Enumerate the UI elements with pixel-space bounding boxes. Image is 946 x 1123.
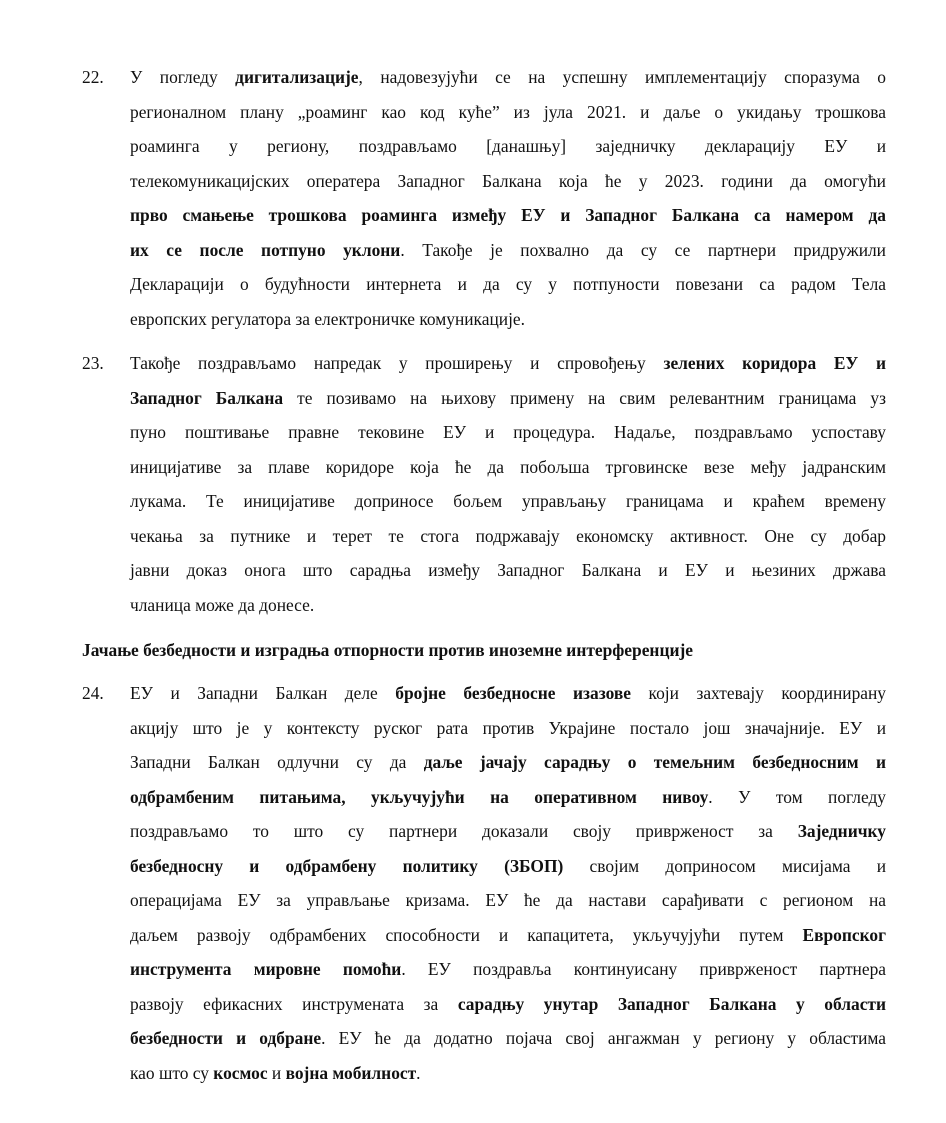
text-line <box>130 233 886 268</box>
paragraph-number: 22. <box>82 67 104 87</box>
bold-text: прво смањење трошкова роаминга између ЕУ и Западног Балкана са намером да <box>130 205 886 225</box>
bold-text: дигитализације <box>235 67 359 87</box>
text-run: јавни доказ онога што сарадња између Западног Балкана и ЕУ и њезиних држава <box>130 560 886 580</box>
text-run: лукама. Те иницијативе доприносе бољем управљању границама и краћем времену <box>130 491 886 511</box>
bold-text: Западног Балкана <box>130 387 284 408</box>
bold-text: безбедности и одбране <box>130 1028 322 1048</box>
paragraph-number: 23. <box>82 353 104 373</box>
text-run: развоју ефикасних инструмената за <box>130 993 458 1014</box>
text-line <box>130 918 886 953</box>
text-line <box>130 95 886 130</box>
paragraph-number: 24. <box>82 683 104 703</box>
bold-text: бројне безбедносне изазове <box>395 683 631 703</box>
text-run: својим доприносом мисијама и <box>563 855 886 876</box>
text-run: чланица може да донесе. <box>130 594 315 615</box>
text-run: У погледу <box>130 67 236 87</box>
paragraph-body <box>130 60 886 336</box>
text-run: који захтевају координирану <box>631 683 886 703</box>
bold-text: их се после потпуно уклони <box>130 239 401 260</box>
bold-text: безбедносну и одбрамбену политику (ЗБОП) <box>130 855 564 876</box>
text-line <box>130 415 886 450</box>
text-run: . У том погледу <box>708 786 887 807</box>
text-run: чекања за путнике и терет те стога подржавају економску активност. Оне су добар <box>130 525 886 546</box>
text-run: . Такође је похвално да су се партнери придружили <box>400 239 886 260</box>
bold-text: зелених коридора ЕУ и <box>663 353 886 373</box>
text-run: даљем развоју одбрамбених способности и капацитета, укључујући путем <box>130 924 803 945</box>
text-run: и <box>267 1062 286 1083</box>
text-line <box>130 553 886 588</box>
text-run: , надовезујући се на успешну имплементацију споразума о <box>358 67 886 87</box>
text-line <box>130 1021 886 1056</box>
text-line <box>130 267 886 302</box>
text-run: поздрављамо то што су партнери доказали своју привржeност за <box>130 821 798 841</box>
bold-text: космос <box>213 1062 268 1083</box>
text-run: као што су <box>130 1062 214 1083</box>
text-line <box>130 745 886 780</box>
text-line <box>130 588 886 623</box>
bold-text: одбрамбеним питањима, укључујући на оперативном нивоу <box>130 786 709 807</box>
text-line <box>130 780 886 815</box>
text-line <box>130 987 886 1022</box>
text-line <box>130 883 886 918</box>
bold-text: Заједничку <box>797 821 886 841</box>
section-heading: Јачање безбедности и изградња отпорности против иноземне интерференције <box>82 640 693 660</box>
text-run: регионалном плану „роаминг као код куће” из јула 2021. и даље о укидању трошкова <box>130 101 886 122</box>
text-line <box>130 60 886 95</box>
bold-text: војна мобилност <box>285 1062 417 1083</box>
text-run: европских регулатора за електроничке комуникације. <box>130 308 525 329</box>
text-run: ЕУ и Западни Балкан деле <box>130 683 396 703</box>
text-run: пуно поштивање правне тековине ЕУ и процедура. Надаље, поздрављамо успоставу <box>130 422 886 442</box>
text-line <box>130 450 886 485</box>
text-run: операцијама ЕУ за управљање кризама. ЕУ ће да настави сарађивати с регионом на <box>130 890 886 910</box>
text-line <box>130 814 886 849</box>
text-line <box>130 164 886 199</box>
text-line <box>130 849 886 884</box>
text-run: те позивамо на њихову примену на свим релевантним границама уз <box>283 387 886 408</box>
text-line <box>130 952 886 987</box>
bold-text: даље јачају сарадњу о темељним безбедносним и <box>423 752 887 772</box>
text-line <box>130 198 886 233</box>
text-line <box>130 484 886 519</box>
paragraph-body <box>130 346 886 622</box>
text-line <box>130 711 886 746</box>
text-line <box>130 1056 886 1091</box>
text-line <box>130 381 886 416</box>
paragraph-body <box>130 676 886 1090</box>
text-line <box>130 676 886 711</box>
text-run: акцију што је у контексту руског рата против Украјине постало још значајније. ЕУ и <box>130 717 886 738</box>
text-run: Декларацији о будућности интернета и да су у потпуности повезани са радом Тела <box>130 274 886 294</box>
text-line <box>130 346 886 381</box>
bold-text: инструмента мировне помоћи <box>130 959 402 979</box>
text-run: . ЕУ поздравља континуисану привржeност партнера <box>401 959 886 979</box>
text-run: телекомуникацијских оператера Западног Балкана која ће у 2023. години да омогући <box>130 170 886 191</box>
text-run: . <box>416 1062 421 1083</box>
bold-text: сарадњу унутар Западног Балкана у области <box>457 993 886 1014</box>
text-line <box>130 302 886 337</box>
text-run: роаминга у региону, поздрављамо [данашњу] заједничку декларацију ЕУ и <box>130 136 886 156</box>
text-run: Такође поздрављамо напредак у проширењу и спровођењу <box>130 353 664 373</box>
bold-text: Европског <box>802 924 886 945</box>
text-line <box>130 519 886 554</box>
text-line <box>130 129 886 164</box>
text-run: . ЕУ ће да додатно појача свој ангажман у региону у областима <box>321 1028 886 1048</box>
text-run: иницијативе за плаве коридоре која ће да побољша трговинске везе међу јадранским <box>130 456 886 477</box>
text-run: Западни Балкан одлучни су да <box>130 752 424 772</box>
